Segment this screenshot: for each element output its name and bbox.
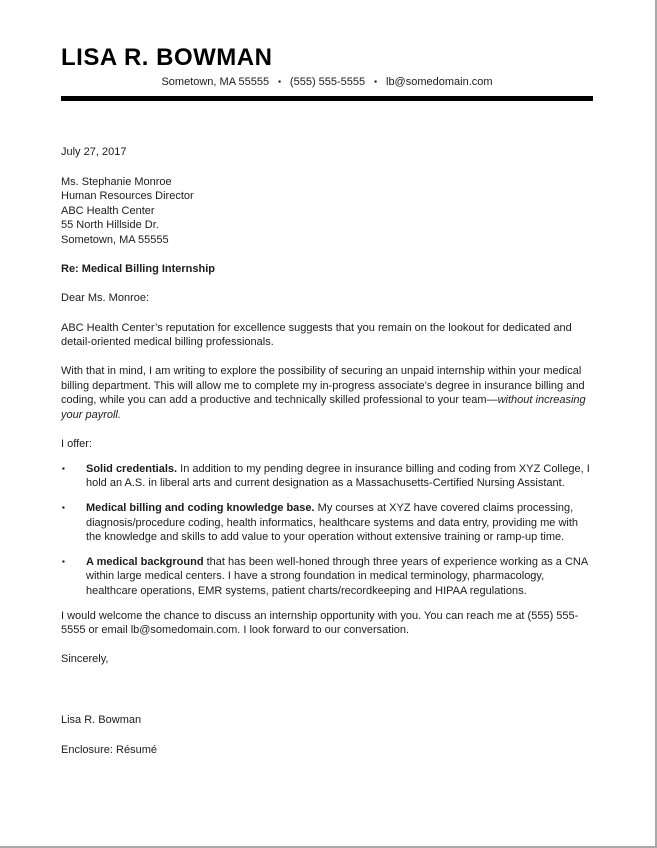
square-separator-icon: ▪	[278, 77, 281, 87]
letterhead	[61, 45, 593, 101]
paragraph-italic-text: without increasing your payroll.	[61, 394, 586, 422]
paragraph-text: With that in mind, I am writing to explore the possibility of securing an unpaid internship within your medical billing department. This will allow me to complete my in-progress associate’s degree in insurance billing and coding, while you can add a productive and technically skilled professional to your team—	[61, 365, 585, 407]
offer-text: In addition to my pending degree in insurance billing and coding from XYZ College, I hold an A.S. in liberal arts and current designation as a Massachusetts-Certified Nursing Assistant.	[86, 462, 590, 490]
offer-list	[61, 462, 593, 599]
recipient-name: Ms. Stephanie Monroe	[61, 175, 172, 188]
square-bullet-icon: ▪	[62, 503, 65, 513]
offer-lead: Solid credentials.	[86, 462, 178, 475]
recipient-company: ABC Health Center	[61, 204, 155, 217]
letterhead-rule	[61, 96, 593, 101]
offer-item	[61, 501, 593, 545]
enclosure-note: Enclosure: Résumé	[61, 743, 157, 756]
salutation: Dear Ms. Monroe:	[61, 292, 150, 305]
letter-date: July 27, 2017	[61, 146, 127, 159]
paragraph-intro	[61, 321, 593, 350]
contact-email: lb@somedomain.com	[386, 76, 493, 89]
paragraph-text: ABC Health Center’s reputation for excellence suggests that you remain on the lookout for dedicated and detail-oriented medical billing professionals.	[61, 321, 572, 349]
paragraph-purpose	[61, 364, 593, 422]
offer-text: My courses at XYZ have covered claims processing, diagnosis/procedure coding, health informatics, healthcare systems and data entry, providing me with the knowledge and skills to add value to your operation without extensive training or ramp-up time.	[86, 502, 579, 544]
offer-lead: A medical background	[86, 555, 204, 568]
closing-paragraph: I would welcome the chance to discuss an internship opportunity with you. You can reach me at (555) 555-5555 or email lb@somedomain.com. I look forward to our conversation.	[61, 609, 579, 637]
offer-lead: Medical billing and coding knowledge base.	[86, 502, 315, 515]
offer-item-body	[86, 462, 593, 491]
recipient-street: 55 North Hillside Dr.	[61, 219, 159, 232]
valediction: Sincerely,	[61, 653, 109, 666]
offer-item	[61, 462, 593, 491]
letterhead-name: LISA R. BOWMAN	[61, 44, 273, 71]
square-bullet-icon: ▪	[62, 556, 65, 566]
signature-name: Lisa R. Bowman	[61, 713, 142, 726]
recipient-city: Sometown, MA 55555	[61, 233, 169, 246]
offer-item-body	[86, 501, 593, 545]
contact-phone: (555) 555-5555	[289, 76, 366, 89]
recipient-title: Human Resources Director	[61, 190, 194, 203]
subject-line: Re: Medical Billing Internship	[61, 263, 216, 276]
letter-body	[61, 145, 593, 757]
offer-text: that has been well-honed through three years of experience working as a CNA within large medical centers. I have a strong foundation in medical terminology, pharmacology, healthcare operations, EMR systems, patient charts/recordkeeping and HIPAA regulations.	[86, 555, 588, 598]
square-separator-icon: ▪	[374, 77, 377, 87]
recipient-address	[61, 175, 593, 248]
offer-intro: I offer:	[61, 438, 92, 451]
offer-item	[61, 555, 593, 599]
square-bullet-icon: ▪	[62, 463, 65, 473]
letterhead-contact-line	[61, 75, 593, 89]
contact-location: Sometown, MA 55555	[161, 76, 270, 89]
offer-item-body	[86, 555, 593, 599]
